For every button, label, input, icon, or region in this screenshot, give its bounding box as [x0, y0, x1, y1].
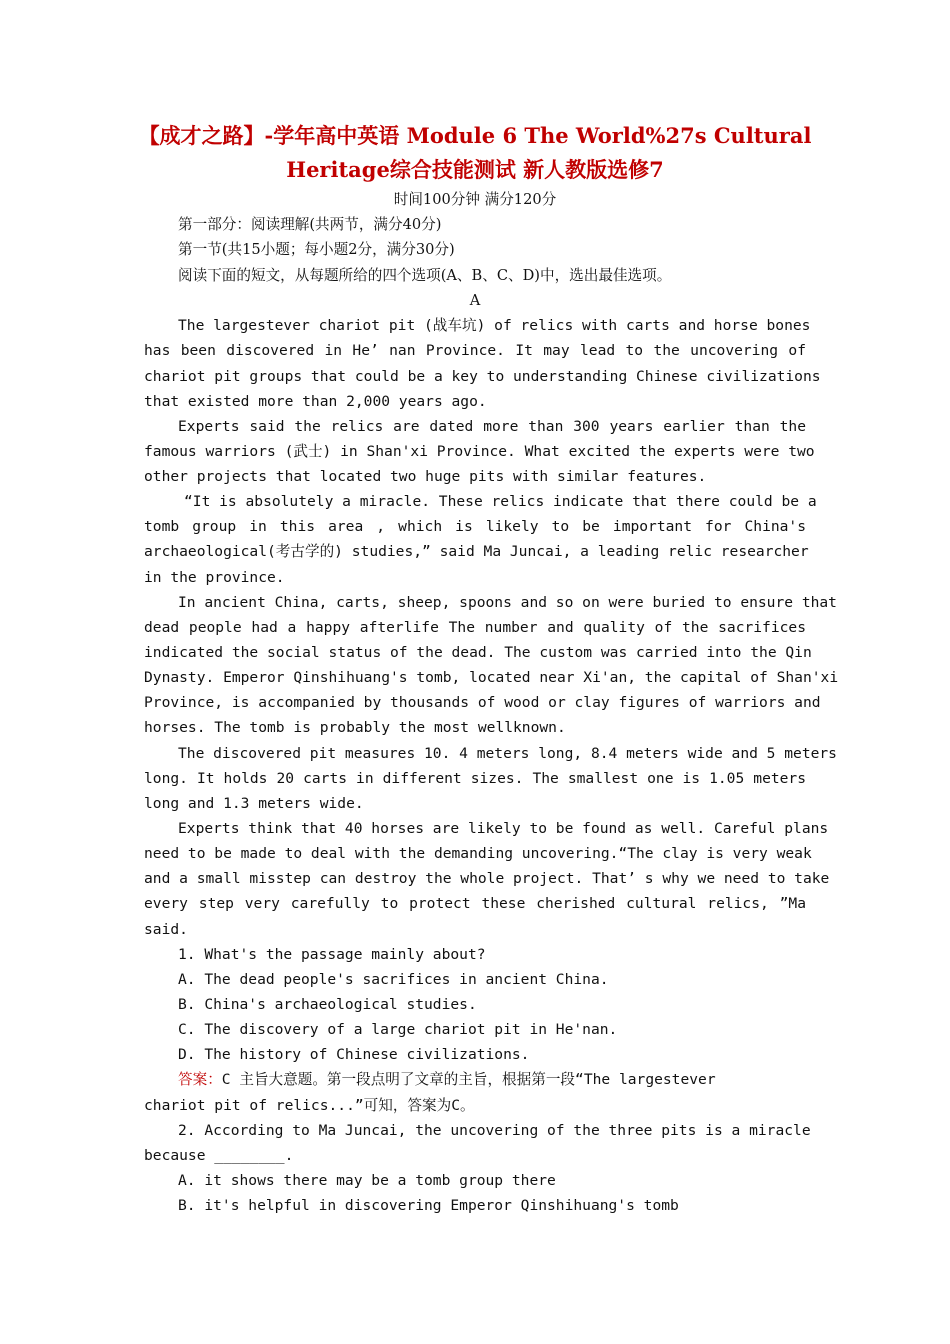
passage-line: “It is absolutely a miracle. These relics indicate that there could be a [184, 493, 817, 510]
document-title-line2: Heritage综合技能测试 新人教版选修7 [286, 157, 664, 182]
passage-line: tomb group in this area , which is likely to be important for China's [144, 518, 806, 535]
passage-line: dead people had a happy afterlife The number and quality of the sacrifices [144, 619, 806, 636]
section-heading: 第一节(共15小题；每小题2分，满分30分) [178, 241, 455, 258]
passage-line: other projects that located two huge pits with similar features. [144, 468, 707, 485]
directions: 阅读下面的短文，从每题所给的四个选项(A、B、C、D)中，选出最佳选项。 [178, 267, 672, 284]
question-1-stem: 1. What's the passage mainly about? [178, 946, 486, 963]
passage-line: archaeological(考古学的) studies,” said Ma Juncai, a leading relic researcher [144, 543, 809, 560]
question-1-answer-cont: chariot pit of relics...”可知，答案为C。 [144, 1097, 475, 1114]
question-1-option-c: C. The discovery of a large chariot pit in He'nan. [178, 1021, 618, 1038]
passage-line: in the province. [144, 569, 285, 586]
passage-line: need to be made to deal with the demanding uncovering.“The clay is very weak [144, 845, 812, 862]
passage-line: The largestever chariot pit (战车坑) of relics with carts and horse bones [178, 317, 811, 334]
answer-label: 答案： [178, 1071, 222, 1088]
part-heading: 第一部分：阅读理解(共两节，满分40分) [178, 216, 442, 233]
passage-line: and a small misstep can destroy the whole project. That’ s why we need to take [144, 870, 830, 887]
passage-line: Dynasty. Emperor Qinshihuang's tomb, located near Xi'an, the capital of Shan'xi [144, 669, 839, 686]
passage-line: Experts think that 40 horses are likely to be found as well. Careful plans [178, 820, 829, 837]
passage-line: horses. The tomb is probably the most wellknown. [144, 719, 566, 736]
passage-line: indicated the social status of the dead. The custom was carried into the Qin [144, 644, 812, 661]
passage-line: said. [144, 921, 188, 938]
passage-line: Province, is accompanied by thousands of wood or clay figures of warriors and [144, 694, 821, 711]
passage-line: The discovered pit measures 10. 4 meters long, 8.4 meters wide and 5 meters [178, 745, 837, 762]
passage-line: Experts said the relics are dated more than 300 years earlier than the [178, 418, 806, 435]
passage-label: A [469, 292, 481, 309]
passage-line: long. It holds 20 carts in different sizes. The smallest one is 1.05 meters [144, 770, 806, 787]
question-1-answer [178, 1067, 806, 1092]
passage-line: has been discovered in He’ nan Province. It may lead to the uncovering of [144, 342, 806, 359]
passage-line: chariot pit groups that could be a key to understanding Chinese civilizations [144, 368, 821, 385]
question-1-option-d: D. The history of Chinese civilizations. [178, 1046, 530, 1063]
passage-line: famous warriors (武士) in Shan'xi Province. What excited the experts were two [144, 443, 815, 460]
passage-line: In ancient China, carts, sheep, spoons and so on were buried to ensure that [178, 594, 837, 611]
question-2-stem-cont: because ________. [144, 1147, 294, 1164]
passage-line: every step very carefully to protect these cherished cultural relics, ”Ma [144, 895, 806, 912]
passage-line: that existed more than 2,000 years ago. [144, 393, 487, 410]
question-2-option-a: A. it shows there may be a tomb group there [178, 1172, 556, 1189]
question-2-option-b: B. it's helpful in discovering Emperor Qinshihuang's tomb [178, 1197, 679, 1214]
time-info: 时间100分钟 满分120分 [393, 191, 557, 208]
question-1-option-b: B. China's archaeological studies. [178, 996, 477, 1013]
passage-line: long and 1.3 meters wide. [144, 795, 364, 812]
question-1-option-a: A. The dead people's sacrifices in ancient China. [178, 971, 609, 988]
document-title-line1: 【成才之路】-学年高中英语 Module 6 The World%27s Cultural [138, 123, 812, 148]
answer-explanation: C 主旨大意题。第一段点明了文章的主旨，根据第一段“The largestever [221, 1071, 716, 1088]
question-2-stem: 2. According to Ma Juncai, the uncovering of the three pits is a miracle [178, 1122, 811, 1139]
